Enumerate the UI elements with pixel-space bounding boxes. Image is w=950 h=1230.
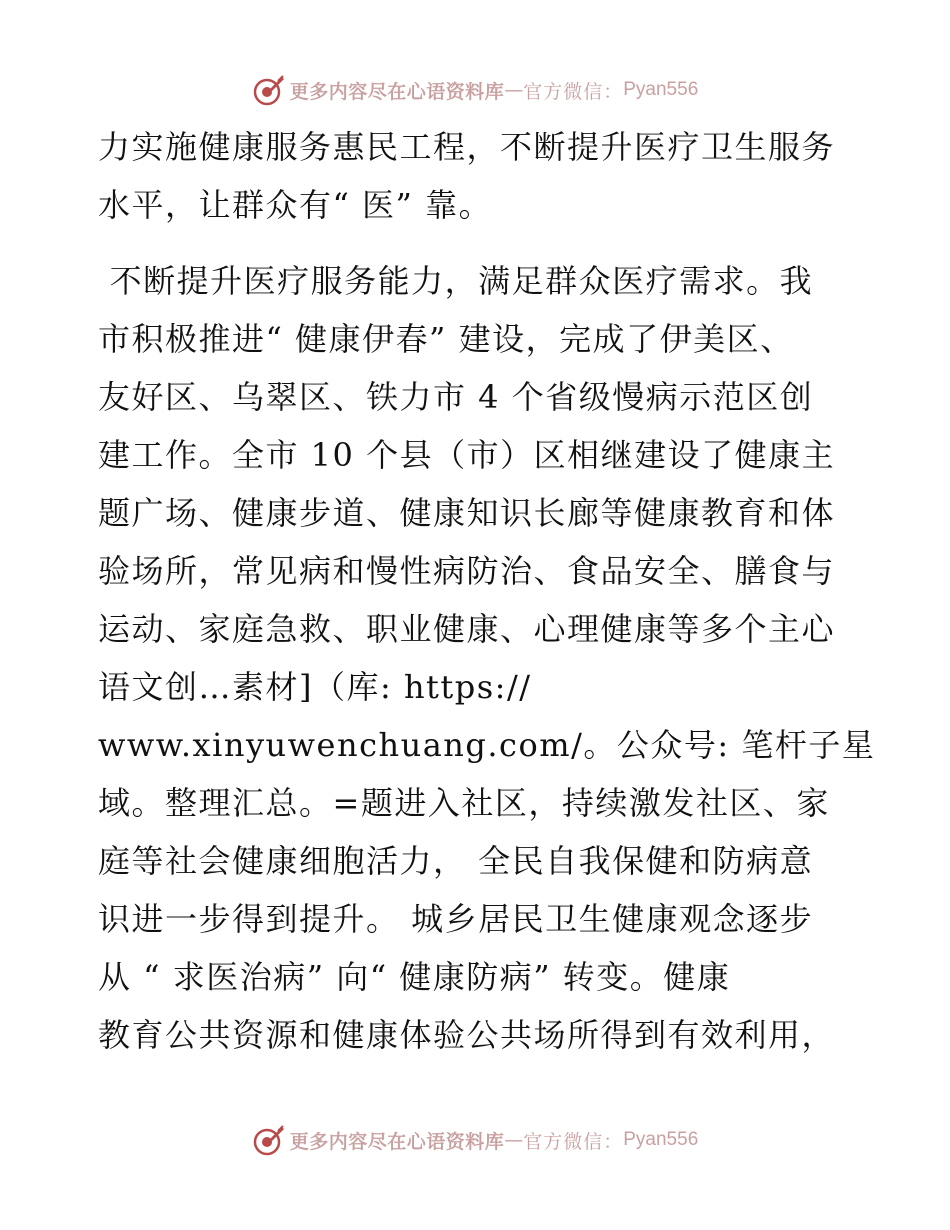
header-banner	[0, 70, 950, 110]
banner-title: 更多内容尽在心语资料库	[289, 80, 505, 103]
banner-title: 更多内容尽在心语资料库	[289, 1130, 505, 1153]
text-line: 建工作。全市 10 个县（市）区相继建设了健康主	[98, 436, 836, 474]
banner-wechat-id: Pyan556	[623, 1129, 699, 1150]
footer-banner	[0, 1120, 950, 1160]
text-line: 识进一步得到提升。 城乡居民卫生健康观念逐步	[98, 900, 814, 938]
text-line: 题广场、健康步道、健康知识长廊等健康教育和体	[98, 494, 836, 532]
paragraph-2	[98, 252, 876, 1064]
paragraph-gap	[98, 234, 858, 252]
text-line: 不断提升医疗服务能力，满足群众医疗需求。我	[98, 262, 814, 300]
text-line: 市积极推进“ 健康伊春” 建设，完成了伊美区、	[98, 320, 794, 358]
text-line: 庭等社会健康细胞活力， 全民自我保健和防病意	[98, 842, 814, 880]
text-line: 水平，让群众有“ 医” 靠。	[98, 186, 493, 224]
banner-wechat-label: 官方微信：	[523, 1130, 624, 1153]
banner-wechat-label: 官方微信：	[523, 80, 624, 103]
banner-separator: —	[504, 79, 524, 101]
banner-wechat-id: Pyan556	[623, 79, 699, 100]
document-body	[98, 118, 876, 1064]
brand-logo-icon	[252, 73, 286, 107]
banner-separator: —	[504, 1129, 524, 1151]
text-line: www.xinyuwenchuang.com/。公众号: 笔杆子星	[98, 726, 876, 764]
text-line: 运动、家庭急救、职业健康、心理健康等多个主心	[98, 610, 836, 648]
text-line: 教育公共资源和健康体验公共场所得到有效利用，	[98, 1016, 836, 1054]
brand-logo-icon	[252, 1123, 286, 1157]
text-line: 友好区、乌翠区、铁力市 4 个省级慢病示范区创	[98, 378, 814, 416]
text-line: 语文创…素材]（库: https://	[98, 668, 532, 706]
text-line: 力实施健康服务惠民工程，不断提升医疗卫生服务	[98, 128, 836, 166]
paragraph-1	[98, 118, 858, 234]
text-line: 域。整理汇总。=题进入社区，持续激发社区、家	[98, 784, 830, 822]
text-line: 从 “ 求医治病” 向“ 健康防病” 转变。健康	[98, 958, 731, 996]
text-line: 验场所，常见病和慢性病防治、食品安全、膳食与	[98, 552, 836, 590]
